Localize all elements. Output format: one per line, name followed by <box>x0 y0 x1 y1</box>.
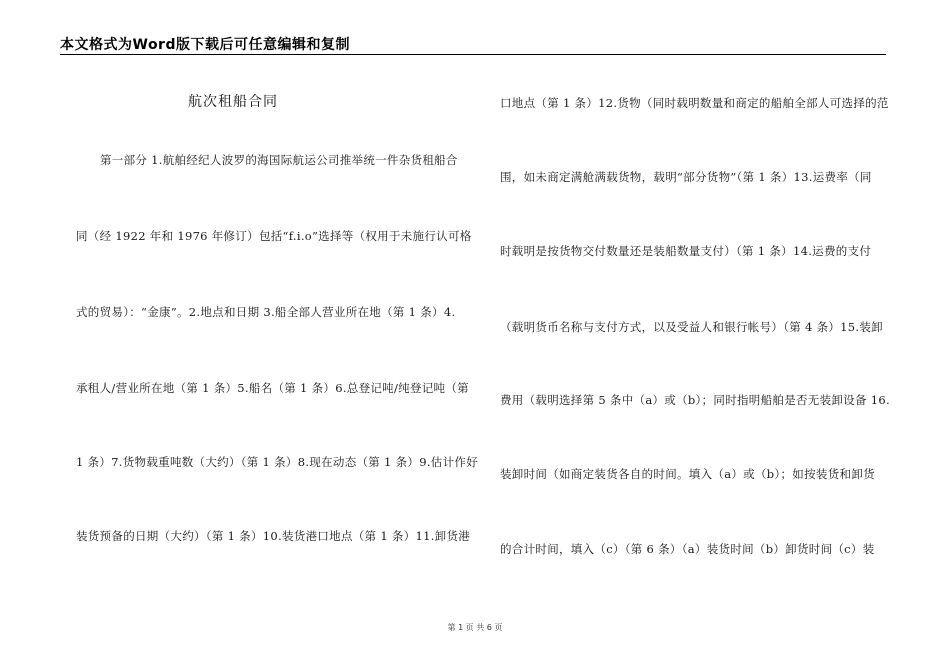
header-divider <box>60 54 886 55</box>
body-line: 1 条）7.货物载重吨数（大约）（第 1 条）8.现在动态（第 1 条）9.估计作好 <box>76 455 478 469</box>
body-line: 费用（载明选择第 5 条中（a）或（b）；同时指明船舶是否无装卸设备 16. <box>500 393 890 407</box>
body-line: 的合计时间，填入（c）（第 6 条）（a）装货时间（b）卸货时间（c）装 <box>500 542 875 556</box>
body-line: 装卸时间（如商定装货各自的时间。填入（a）或（b）；如按装货和卸货 <box>500 467 875 481</box>
document-title: 航次租船合同 <box>188 94 278 110</box>
body-line: 式的贸易）：“金康”。2.地点和日期 3.船全部人营业所在地（第 1 条）4. <box>76 305 456 319</box>
body-line: （载明货币名称与支付方式，以及受益人和银行帐号）（第 4 条）15.装卸 <box>500 320 883 334</box>
body-line: 承租人/营业所在地（第 1 条）5.船名（第 1 条）6.总登记吨/纯登记吨（第 <box>76 381 469 395</box>
body-line: 同（经 1922 年和 1976 年修订）包括“f.i.o”选择等（权用于未施行认可格 <box>76 229 472 243</box>
body-line: 装货预备的日期（大约）（第 1 条）10.装货港口地点（第 1 条）11.卸货港 <box>76 529 471 543</box>
page-number: 第 1 页 共 6 页 <box>447 623 503 632</box>
body-line: 口地点（第 1 条）12.货物（同时载明数量和商定的船舶全部人可选择的范 <box>500 96 889 110</box>
document-header: 本文格式为Word版下载后可任意编辑和复制 <box>60 37 350 53</box>
body-line: 围，如未商定满舱满载货物，载明“部分货物”（第 1 条）13.运费率（同 <box>500 170 872 184</box>
body-line: 时载明是按货物交付数量还是装船数量支付）（第 1 条）14.运费的支付 <box>500 244 872 258</box>
body-line: 第一部分 1.航舶经纪人波罗的海国际航运公司推举统一件杂货租船合 <box>100 153 458 167</box>
